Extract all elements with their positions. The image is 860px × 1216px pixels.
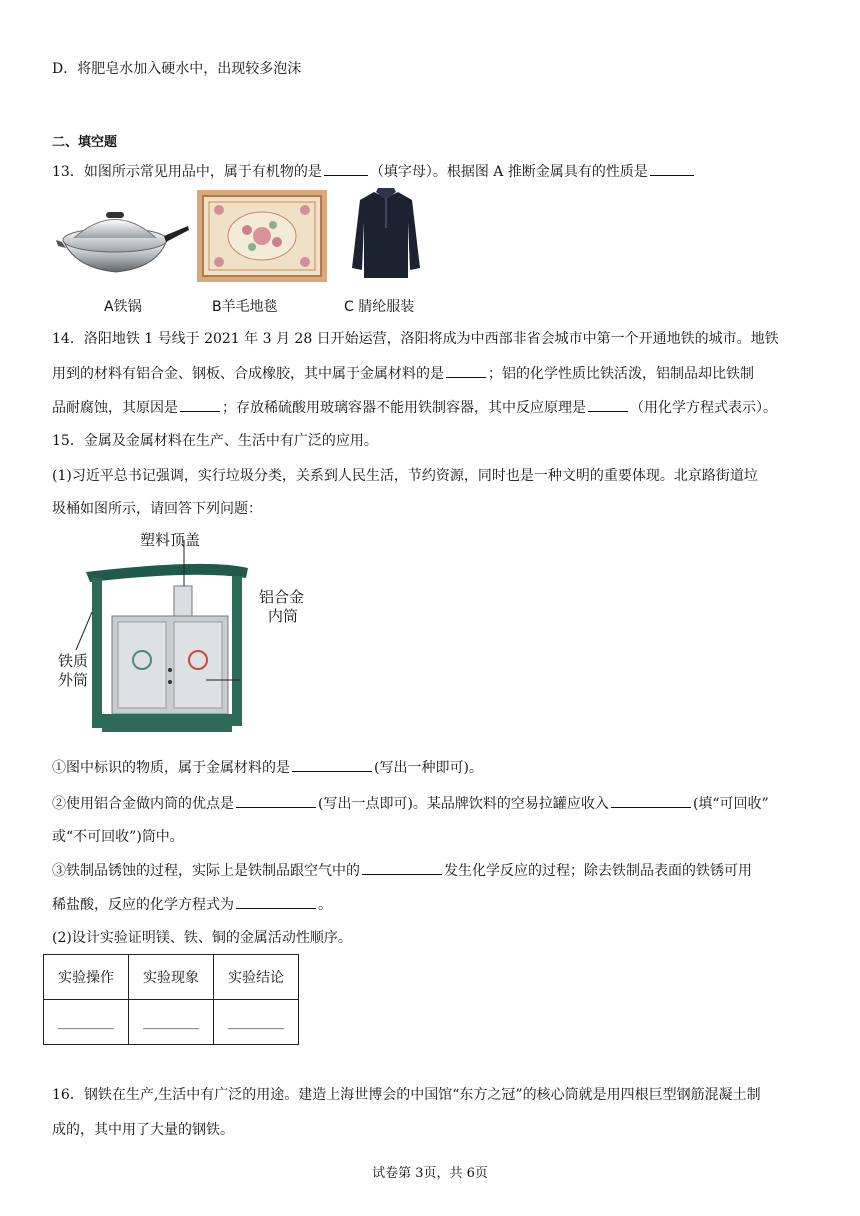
q16-line1: 16．钢铁在生产,生活中有广泛的用途。建造上海世博会的中国馆“东方之冠”的核心筒就是用四根巨型钢筋混凝土制 <box>52 1087 761 1103</box>
q15-blank-3[interactable] <box>611 793 691 808</box>
sweater-image <box>346 188 426 282</box>
q15-p1-line2: 圾桶如图所示，请回答下列问题： <box>52 501 262 517</box>
q14-blank-2[interactable] <box>180 397 220 412</box>
q15-s3-c: 稀盐酸，反应的化学方程式为 <box>52 897 234 913</box>
caption-a: A铁锅 <box>104 299 142 315</box>
q15-s3-a: ③铁制品锈蚀的过程，实际上是铁制品跟空气中的 <box>52 863 360 879</box>
experiment-table <box>43 954 299 1045</box>
q13-text-b: （填字母）。根据图 A 推断金属具有的性质是 <box>369 164 648 180</box>
table-blank-operation[interactable]: ________ <box>44 1000 129 1045</box>
q14-text-b: ；铝的化学性质比铁活泼，铝制品却比铁制 <box>488 366 754 382</box>
wok-image <box>56 196 190 286</box>
q15-s2 <box>52 793 769 814</box>
bin-label-outer-2: 外筒 <box>58 671 89 689</box>
q14-text-a: 用到的材料有铝合金、钢板、合成橡胶，其中属于金属材料的是 <box>52 366 444 382</box>
q14-blank-3[interactable] <box>588 397 628 412</box>
q14-line1: 14．洛阳地铁 1 号线于 2021 年 3 月 28 日开始运营，洛阳将成为中西部非省会城市中第一个开通地铁的城市。地铁 <box>52 331 779 347</box>
bin-label-top: 塑料顶盖 <box>140 531 201 549</box>
q15-s1-b: (写出一种即可)。 <box>374 760 483 776</box>
caption-b: B羊毛地毯 <box>212 299 278 315</box>
table-header-conclusion: 实验结论 <box>214 955 299 1000</box>
table-header-phenomenon: 实验现象 <box>129 955 214 1000</box>
q14-line3 <box>52 397 777 418</box>
carpet-image <box>197 190 327 282</box>
q13-text-a: 13．如图所示常见用品中，属于有机物的是 <box>52 164 322 180</box>
q15-blank-4[interactable] <box>362 860 442 875</box>
q14-text-e: （用化学方程式表示）。 <box>630 400 777 416</box>
table-row <box>44 1000 299 1045</box>
trash-bin-image <box>56 520 316 742</box>
q14-text-d: ；存放稀硫酸用玻璃容器不能用铁制容器，其中反应原理是 <box>222 400 586 416</box>
table-blank-conclusion[interactable]: ________ <box>214 1000 299 1045</box>
q15-s3-b: 发生化学反应的过程；除去铁制品表面的铁锈可用 <box>444 863 752 879</box>
q15-p2: (2)设计实验证明镁、铁、铜的金属活动性顺序。 <box>52 930 352 946</box>
q13-blank-2[interactable] <box>650 161 694 176</box>
q15-s1-a: ①图中标识的物质，属于金属材料的是 <box>52 760 290 776</box>
bin-label-inner-1: 铝合金 <box>259 588 305 606</box>
q15-blank-2[interactable] <box>236 793 316 808</box>
table-header-row <box>44 955 299 1000</box>
q15-intro: 15．金属及金属材料在生产、生活中有广泛的应用。 <box>52 433 378 449</box>
q13-text <box>52 161 696 182</box>
q15-s3-line2 <box>52 894 332 915</box>
q15-p1-line1: (1)习近平总书记强调，实行垃圾分类，关系到人民生活，节约资源，同时也是一种文明的重要体现。北京路街道垃 <box>52 468 758 484</box>
q15-blank-1[interactable] <box>292 757 372 772</box>
q16-line2: 成的，其中用了大量的钢铁。 <box>52 1122 234 1138</box>
q15-s2-a: ②使用铝合金做内筒的优点是 <box>52 796 234 812</box>
q15-s3 <box>52 860 752 881</box>
q14-line2 <box>52 363 754 384</box>
q15-s1 <box>52 757 483 778</box>
table-blank-phenomenon[interactable]: ________ <box>129 1000 214 1045</box>
q13-blank-1[interactable] <box>324 161 368 176</box>
q15-s3-d: 。 <box>318 897 332 913</box>
q14-text-c: 品耐腐蚀，其原因是 <box>52 400 178 416</box>
q15-s2-c: (填“可回收” <box>692 796 769 812</box>
bin-label-outer-1: 铁质 <box>58 652 89 670</box>
q14-blank-1[interactable] <box>446 363 486 378</box>
table-header-operation: 实验操作 <box>44 955 129 1000</box>
page-footer: 试卷第 3页，共 6页 <box>372 1166 488 1181</box>
q15-s2-b: (写出一点即可)。某品牌饮料的空易拉罐应收入 <box>318 796 609 812</box>
caption-c: C 腈纶服装 <box>344 299 415 315</box>
section-title: 二、填空题 <box>52 135 118 150</box>
option-d: D．将肥皂水加入硬水中，出现较多泡沫 <box>52 61 302 77</box>
q15-s2-line2: 或“不可回收”)筒中。 <box>52 829 184 845</box>
bin-label-inner-2: 内筒 <box>268 607 299 625</box>
q15-blank-5[interactable] <box>236 894 316 909</box>
